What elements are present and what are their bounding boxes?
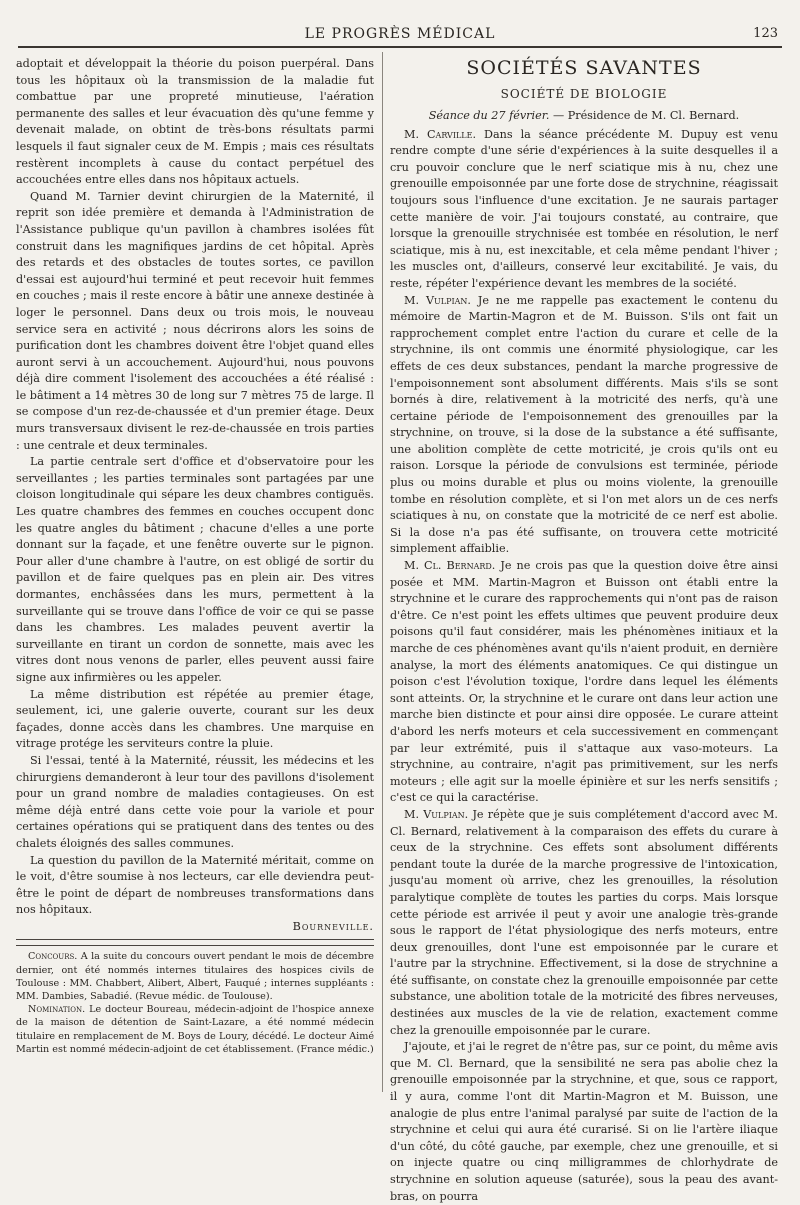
notice-nomination [16,1003,374,1056]
intervention [390,127,778,293]
paragraph: La même distribution est répétée au premier étage, seulement, ici, une galerie ouverte, courant sur les deux façades, donne accès dans les chambres. Une marquise en vitrage protége les serviteurs contre la pluie. [16,687,374,751]
intervention [390,293,778,559]
page-number: 123 [753,26,778,41]
notices [16,950,374,1056]
paragraph [16,853,374,919]
right-column [390,56,778,1205]
notice-text: A la suite du concours ouvert pendant le mois de décembre dernier, ont été nommés internes titulaires des hospices civils de Toulouse : MM. Chabbert, Alibert, Albert, Fauqué ; internes suppléants : MM. Dambies, Sabadié. (Revue médic. de Toulouse). [16,951,374,1003]
intervention-text: Je ne me rappelle pas exactement le contenu du mémoire de Martin-Magron et de M. Buisson. S'ils ont fait un rapprochement complet entre l'action du curare et celle de la strychnine, ils ont commis une énormité physiologique, car les effets de ces deux substances, pendant la marche progressive de l'empoisonnement sont absolument différents. Mais s'ils se sont bornés à dire, relativement à la motricité des nerfs, qu'à une certaine période de l'empoisonnement des grenouilles par la strychnine, on trouve, si la dose de la substance a été suffisante, une abolition complète de cette motricité, je crois qu'ils ont eu raison. Lorsque la période de convulsions est terminée, période plus ou moins durable et plus ou moins violente, la grenouille tombe en résolution complète, et si l'on met alors un de ces nerfs sciatiques à nu, on constate que la motricité de ce nerf est abolie. Si la dose n'a pas été suffisante, on trouvera cette motricité simplement affaiblie. [390,293,778,556]
intervention-text: Dans la séance précédente M. Dupuy est venu rendre compte d'une série d'expériences à la suite desquelles il a cru pouvoir conclure que le nerf sciatique mis à nu, chez une grenouille empoisonnée par une forte dose de strychnine, réagissait toujours sous l'influence d'une excitation. Je ne saurais partager cette manière de voir. J'ai toujours constaté, au contraire, que lorsque la grenouille strychnisée est tombée en résolution, le nerf sciatique, mis à nu, est inexcitable, et cela même pendant l'hiver ; les muscles ont, d'ailleurs, conservé leur excitabilité. Je vais, du reste, répéter l'expérience devant les membres de la société. [390,127,778,290]
session-date: Séance du 27 février. [428,109,550,122]
notice-label: Concours. [28,951,78,963]
paragraph: Quand M. Tarnier devint chirurgien de la Maternité, il reprit son idée première et demanda à l'Administration de l'Assistance publique qu'un pavillon à chambres isolées fût construit dans les magnifiques jardins de cet hôpital. Après des retards et des obstacles de toutes sortes, ce pavillon d'essai est aujourd'hui terminé et peut recevoir huit femmes en couches ; mais il reste encore à bâtir une annexe destinée à loger le personnel. Dans deux ou trois mois, le nouveau service sera en activité ; nous décrirons alors les soins de purification dont les chambres doivent être l'objet quand elles auront servi à un accouchement. Aujourd'hui, nous pouvons déjà dire comment l'isolement des accouchées a été réalisé : le bâtiment a 14 mètres 30 de long sur 7 mètres 75 de large. Il se compose d'un rez-de-chaussée et d'un premier étage. Deux murs transversaux divisent le rez-de-chaussée en trois parties : une centrale et deux terminales. [16,189,374,452]
intervention [390,807,778,1039]
column-divider [382,52,383,1092]
session-presidency: — Présidence de M. Cl. Bernard. [549,109,740,122]
left-column [16,56,374,1056]
paragraph: adoptait et développait la théorie du poison puerpéral. Dans tous les hôpitaux où la transmission de la maladie fut combattue par une propreté minutieuse, l'aération permanente des salles et leur évacuation dès qu'une femme y devenait malade, on obtint de très-bons résultats parmi lesquels il faut signaler ceux de M. Empis ; mais ces résultats restèrent incomplets à cause du contact perpétuel des accouchées entre elles dans nos hôpitaux actuels. [16,57,374,187]
paragraph: Si l'essai, tenté à la Maternité, réussit, les médecins et les chirurgiens demanderont à leur tour des pavillons d'isolement pour un grand nombre de maladies contagieuses. On est même déjà entré dans cette voie pour la variole et pour certaines opérations qui se pratiquent dans des tentes ou des chalets éloignés des salles communes. [16,753,374,850]
author-signature: Bourneville. [292,919,374,933]
section-title: SOCIÉTÉS SAVANTES [466,57,702,79]
journal-title: LE PROGRÈS MÉDICAL [304,26,496,42]
speaker-name: M. Vulpian. [404,293,471,307]
intervention [390,558,778,807]
speaker-name: M. Carville. [404,127,477,141]
speaker-name: M. Vulpian. [404,807,469,821]
header-rule [18,46,782,48]
session-line [390,108,778,125]
intervention-text: Je ne crois pas que la question doive être ainsi posée et MM. Martin-Magron et Buisson ont établi entre la strychnine et le curare des rapprochements qui n'ont pas de raison d'être. Ce n'est point les effets ultimes que peuvent produire deux poisons qu'il faut considérer, mais les phénomènes initiaux et la marche de ces phénomènes avant qu'ils n'aient produit, en dernière analyse, la mort des éléments anatomiques. Ce qui distingue un poison c'est l'évolution toxique, l'ordre dans lequel les éléments sont atteints. Or, la strychnine et le curare ont dans leur action une marche bien distincte et pour ainsi dire opposée. Le curare atteint d'abord les nerfs moteurs et cela successivement en commençant par leur extrémité, puis il s'attaque aux vaso-moteurs. La strychnine, au contraire, n'agit pas primitivement, sur les nerfs moteurs ; elle agit sur la moelle épinière et sur les nerfs sensitifs ; c'est ce qui la caractérise. [390,559,778,805]
intervention-text: Je répète que je suis complétement d'accord avec M. Cl. Bernard, relativement à la comparaison des effets du curare à ceux de la strychnine. Ces effets sont absolument différents pendant toute la durée de la marche progressive de l'intoxication, jusqu'au moment où arrive, chez les grenouilles, la résolution paralytique complète de toutes les parties du corps. Mais lorsque cette période est arrivée il peut y avoir une analogie très-grande sous le rapport de l'état physiologique des nerfs moteurs, entre deux grenouilles, dont l'une est empoisonnée par le curare et l'autre par la strychnine. Effectivement, si la dose de strychnine a été suffisante, on constate chez la grenouille empoisonnée par cette substance, une abolition totale de la motricité des fibres nerveuses, destinées aux muscles de la vie de relation, exactement comme chez la grenouille empoisonnée par le curare. [390,807,778,1037]
paragraph-text: La question du pavillon de la Maternité méritait, comme on le voit, d'être soumise à nos lecteurs, car elle deviendra peut-être le point de départ de nombreuses transformations dans nos hôpitaux. [16,853,374,917]
separator-rule [16,945,374,946]
notice-text: Le docteur Boureau, médecin-adjoint de l'hospice annexe de la maison de détention de Saint-Lazare, a été nommé médecin titulaire en remplacement de M. Boys de Loury, décédé. Le docteur Aimé Martin est nommé médecin-adjoint de cet établissement. (France médic.) [16,1004,374,1055]
subsection-title: SOCIÉTÉ DE BIOLOGIE [500,87,668,101]
notice-concours [16,950,374,1003]
separator-rule [16,939,374,940]
paragraph: J'ajoute, et j'ai le regret de n'être pas, sur ce point, du même avis que M. Cl. Bernard, que la sensibilité ne sera pas abolie chez la grenouille empoisonnée par la strychnine, et que, sous ce rapport, il y aura, comme l'ont dit Martin-Magron et M. Buisson, une analogie de plus entre l'animal paralysé par suite de l'action de la strychnine et celui qui aura été curarisé. Si on lie l'artère iliaque d'un côté, du côté gauche, par exemple, chez une grenouille, et si on injecte quatre ou cinq milligrammes de chlorhydrate de strychnine en solution aqueuse (saturée), sous la peau des avant-bras, on pourra [390,1040,778,1203]
notice-label: Nomination. [28,1004,86,1016]
paragraph: La partie centrale sert d'office et d'observatoire pour les serveillantes ; les parties terminales sont partagées par une cloison longitudinale qui sépare les deux chambres contiguës. Les quatre chambres des femmes en couches occupent donc les quatre angles du bâtiment ; chacune d'elles a une porte donnant sur la façade, et une fenêtre ouverte sur le pignon. Pour aller d'une chambre à l'autre, on est obligé de sortir du pavillon et de faire quelques pas en plein air. Des vitres dormantes, enchâssées dans les murs, permettent à la surveillante qui se trouve dans l'office de voir ce qui se passe dans les chambres. Les malades peuvent avertir la surveillante en tirant un cordon de sonnette, mais avec les vitres dont nous venons de parler, elles peuvent aussi faire signe aux infirmières ou les appeler. [16,455,374,684]
page-header [18,26,782,48]
speaker-name: M. Cl. Bernard. [404,559,496,573]
